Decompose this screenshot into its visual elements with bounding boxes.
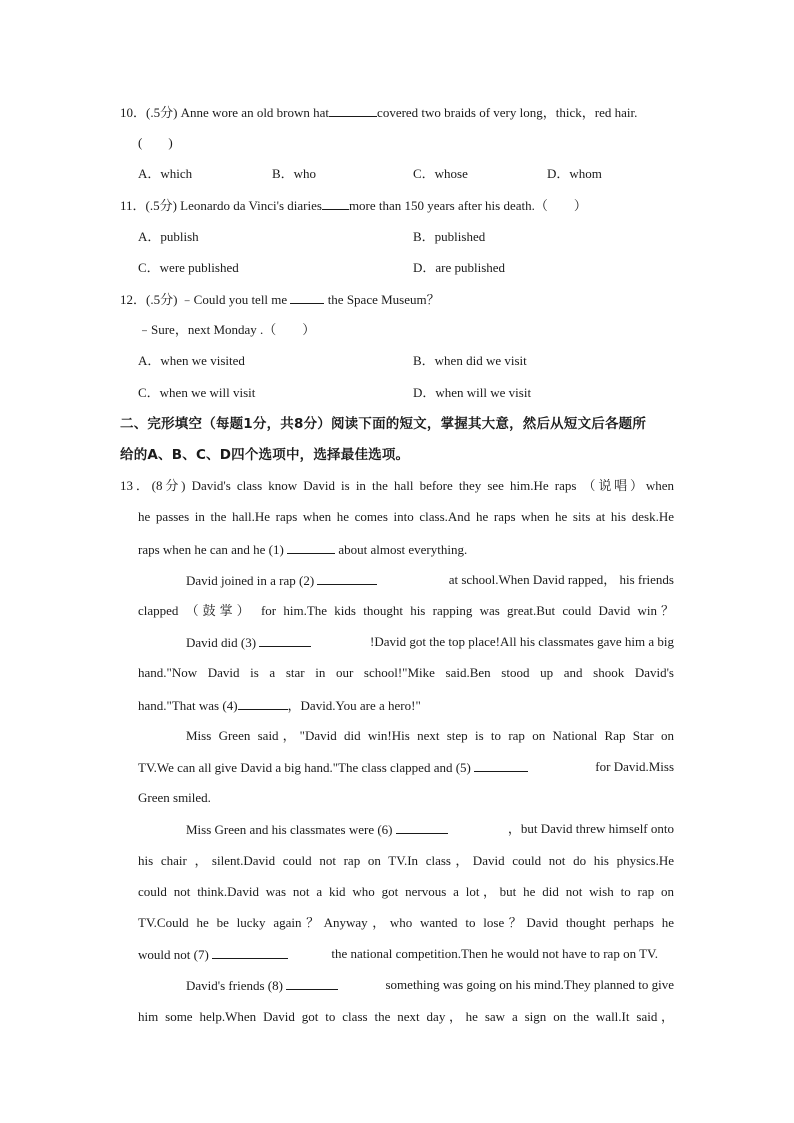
q13-line-16-left	[138, 945, 288, 964]
q13-line-8a: hand."That was (4)	[138, 698, 238, 713]
q13-line-3a: raps when he can and he (1)	[138, 542, 284, 557]
q13-line-4	[186, 571, 674, 590]
q13-line-14: could not think.David was not a kid who got nervous a lot，but he did not wish to rap on	[138, 884, 674, 899]
q13-line-15: TV.Could he be lucky again？Anyway，who wanted to lose？David thought perhaps he	[138, 915, 674, 930]
q11-blank	[322, 196, 349, 210]
q13-line-2: he passes in the hall.He raps when he comes into class.And he raps when he sits at his desk.He	[138, 509, 674, 524]
q13-line-8b: ，David.You are a hero!"	[287, 698, 421, 713]
blank-7	[212, 945, 288, 959]
blank-5	[474, 758, 528, 772]
q10-option-a[interactable]: A．which	[138, 166, 193, 181]
q13-line-8	[138, 696, 421, 715]
q13-line-13: his chair ，silent.David could not rap on TV.In class，David could not do his physics.He	[138, 853, 674, 868]
question-12	[120, 290, 440, 309]
q10-option-c[interactable]: C．whose	[413, 166, 468, 181]
q13-line-3b: about almost everything.	[338, 542, 468, 557]
q11-option-b[interactable]: B．published	[413, 229, 486, 244]
q11-option-d[interactable]: D．are published	[413, 260, 506, 275]
q13-line-12b: ，but David threw himself onto	[507, 821, 674, 836]
blank-4	[238, 696, 288, 710]
q12-option-d[interactable]: D．when will we visit	[413, 385, 532, 400]
q10-blank	[329, 103, 377, 117]
q13-line-17b: something was going on his mind.They planned to give	[385, 977, 674, 992]
q11-option-c[interactable]: C．were published	[138, 260, 239, 275]
q13-line-6a: David did (3)	[186, 635, 257, 650]
q12-option-a[interactable]: A．when we visited	[138, 353, 245, 368]
blank-3	[259, 633, 311, 647]
q13-line-9: Miss Green said，"David did win!His next step is to rap on National Rap Star on	[186, 728, 674, 743]
q13-line-7: hand."Now David is a star in our school!"Mike said.Ben stood up and shook David's	[138, 665, 674, 680]
q13-line-10-left	[138, 758, 528, 777]
blank-8	[286, 976, 338, 990]
q13-line-18: him some help.When David got to class the next day，he saw a sign on the wall.It said，	[138, 1009, 674, 1024]
question-10	[120, 103, 637, 122]
q13-line-6b: !David got the top place!All his classmates gave him a big	[370, 634, 674, 649]
section-2-heading-line-2: 给的A、B、C、D四个选项中，选择最佳选项。	[120, 447, 410, 463]
q11-option-a[interactable]: A．publish	[138, 229, 199, 244]
q12-line-2: ﹣Sure，next Monday .（ ）	[138, 322, 316, 337]
q12-option-c[interactable]: C．when we will visit	[138, 385, 256, 400]
q11-text-after: more than 150 years after his death.（ ）	[348, 198, 587, 213]
q13-line-10b: for David.Miss	[595, 759, 674, 774]
q13-line-6-left	[186, 633, 311, 652]
q13-line-12-left	[186, 820, 448, 839]
q13-line-17	[186, 976, 674, 995]
q13-line-4b: at school.When David rapped， his friends	[448, 572, 674, 587]
q13-line-17a: David's friends (8)	[186, 978, 283, 993]
q10-option-d[interactable]: D．whom	[547, 166, 602, 181]
q13-line-10a: TV.We can all give David a big hand."The class clapped and (5)	[138, 760, 471, 775]
q13-line-16	[138, 945, 658, 964]
q13-line-4-left	[186, 571, 377, 590]
q13-line-16b: the national competition.Then he would not have to rap on TV.	[331, 946, 658, 961]
q13-line-16a: would not (7)	[138, 947, 209, 962]
q11-text-before: 11．(.5分) Leonardo da Vinci's diaries	[120, 198, 322, 213]
q12-blank	[290, 290, 324, 304]
question-11	[120, 196, 587, 215]
q13-line-1: 13．(8分) David's class know David is in the hall before they see him.He raps （说唱）when	[120, 478, 674, 493]
q13-line-5: clapped （鼓掌） for him.The kids thought his rapping was great.But could David win？	[138, 603, 674, 618]
q13-line-17-left	[186, 976, 338, 995]
section-2-heading-line-1: 二、完形填空（每题1分，共8分）阅读下面的短文，掌握其大意，然后从短文后各题所	[120, 416, 647, 432]
q10-text-after: covered two braids of very long，thick，red hair.	[377, 105, 638, 120]
q12-text-before: 12．(.5分) ﹣Could you tell me	[120, 292, 288, 307]
q10-option-b[interactable]: B．who	[272, 166, 317, 181]
q13-line-4a: David joined in a rap (2)	[186, 573, 315, 588]
q12-text-after: the Space Museum？	[327, 292, 440, 307]
q13-line-6	[186, 633, 674, 652]
q13-line-11: Green smiled.	[138, 790, 211, 805]
q10-text-before: 10．(.5分) Anne wore an old brown hat	[120, 105, 330, 120]
q13-line-12	[186, 820, 674, 839]
blank-1	[287, 540, 335, 554]
q12-option-b[interactable]: B．when did we visit	[413, 353, 527, 368]
q13-line-12a: Miss Green and his classmates were (6)	[186, 822, 393, 837]
q10-paren: ( )	[138, 135, 173, 150]
q13-line-3	[138, 540, 467, 559]
blank-6	[396, 820, 448, 834]
q13-line-10	[138, 758, 674, 777]
blank-2	[317, 571, 377, 585]
